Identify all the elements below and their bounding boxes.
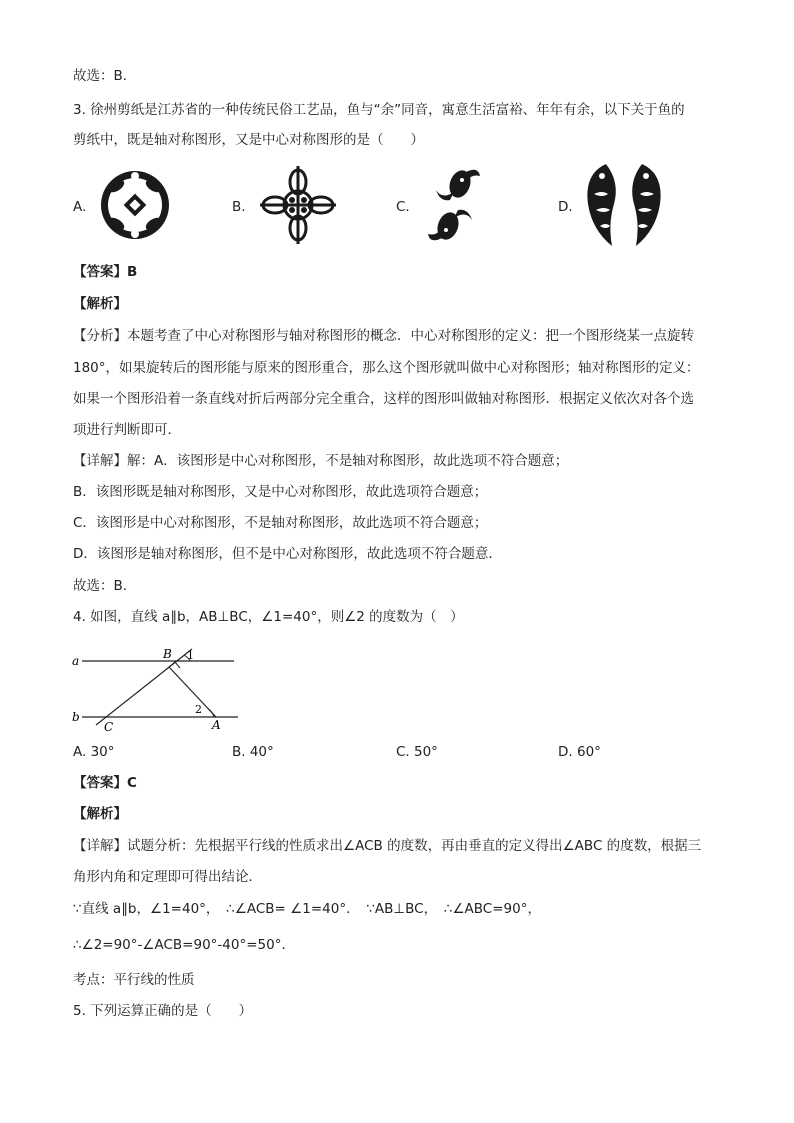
- q4-option-a: A. 30°: [73, 744, 115, 760]
- label-C: C: [104, 720, 114, 734]
- conclusion-text: 故选：B．: [73, 578, 137, 594]
- right-angle-mark: [169, 662, 180, 668]
- fish-papercut-b-image: [258, 164, 338, 246]
- answer-heading: 【答案】C: [73, 775, 137, 791]
- q4-option-b: B. 40°: [232, 744, 274, 760]
- label-A: A: [212, 718, 221, 732]
- solution-step: ∴∠2=90°-∠ACB=90°-40°=50°．: [73, 937, 295, 953]
- label-a: a: [72, 654, 80, 668]
- fish-papercut-a-image: [98, 166, 172, 244]
- q3-option-a-label: A.: [73, 199, 87, 215]
- q3-option-b-label: B.: [232, 199, 246, 215]
- analysis-text: 项进行判断即可．: [73, 422, 181, 438]
- q3-option-c-label: C.: [396, 199, 410, 215]
- angle-1-label: 1: [187, 649, 194, 662]
- detail-text: C．该图形是中心对称图形，不是轴对称图形，故此选项不符合题意；: [73, 515, 488, 531]
- solution-step: ∵直线 a∥b，∠1=40°， ∴∠ACB= ∠1=40°． ∵AB⊥BC， ∴∠ABC=90°，: [73, 901, 541, 917]
- q4-option-c: C. 50°: [396, 744, 438, 760]
- analysis-heading: 【解析】: [73, 806, 127, 822]
- label-B: B: [163, 647, 172, 661]
- knowledge-point: 考点：平行线的性质: [73, 972, 195, 988]
- label-b: b: [72, 710, 80, 724]
- q3-option-d-label: D.: [558, 199, 573, 215]
- question-5-stem: 5. 下列运算正确的是（ ）: [73, 1003, 253, 1019]
- q4-option-d: D. 60°: [558, 744, 601, 760]
- answer-heading: 【答案】B: [73, 264, 138, 280]
- detail-text: B．该图形既是轴对称图形，又是中心对称图形，故此选项符合题意；: [73, 484, 488, 500]
- detail-text: 角形内角和定理即可得出结论．: [73, 869, 262, 885]
- angle-2-label: 2: [195, 703, 202, 716]
- detail-text: D．该图形是轴对称图形，但不是中心对称图形，故此选项不符合题意．: [73, 546, 502, 562]
- text-line: 故选：B．: [73, 68, 137, 84]
- analysis-text: 如果一个图形沿着一条直线对折后两部分完全重合，这样的图形叫做轴对称图形．根据定义依次对各个选: [73, 391, 694, 407]
- fish-papercut-c-image: [424, 166, 484, 246]
- analysis-text: 【分析】本题考查了中心对称图形与轴对称图形的概念．中心对称图形的定义：把一个图形绕某一点旋转: [73, 328, 694, 344]
- question-4-stem: 4. 如图，直线 a∥b，AB⊥BC，∠1=40°，则∠2 的度数为（ ）: [73, 609, 464, 625]
- detail-text: 【详解】解：A．该图形是中心对称图形，不是轴对称图形，故此选项不符合题意；: [73, 453, 569, 469]
- analysis-text: 180°，如果旋转后的图形能与原来的图形重合，那么这个图形就叫做中心对称图形；轴对称图形的定义：: [73, 360, 700, 376]
- question-3-stem: 3. 徐州剪纸是江苏省的一种传统民俗工艺品，鱼与“余”同音，寓意生活富裕、年年有余，以下关于鱼的: [73, 102, 685, 118]
- parallel-lines-diagram: [66, 643, 246, 735]
- detail-text: 【详解】试题分析：先根据平行线的性质求出∠ACB 的度数，再由垂直的定义得出∠ABC 的度数，根据三: [73, 838, 702, 854]
- analysis-heading: 【解析】: [73, 296, 127, 312]
- question-3-stem-cont: 剪纸中，既是轴对称图形，又是中心对称图形的是（ ）: [73, 132, 424, 148]
- fish-papercut-d-image: [578, 160, 670, 250]
